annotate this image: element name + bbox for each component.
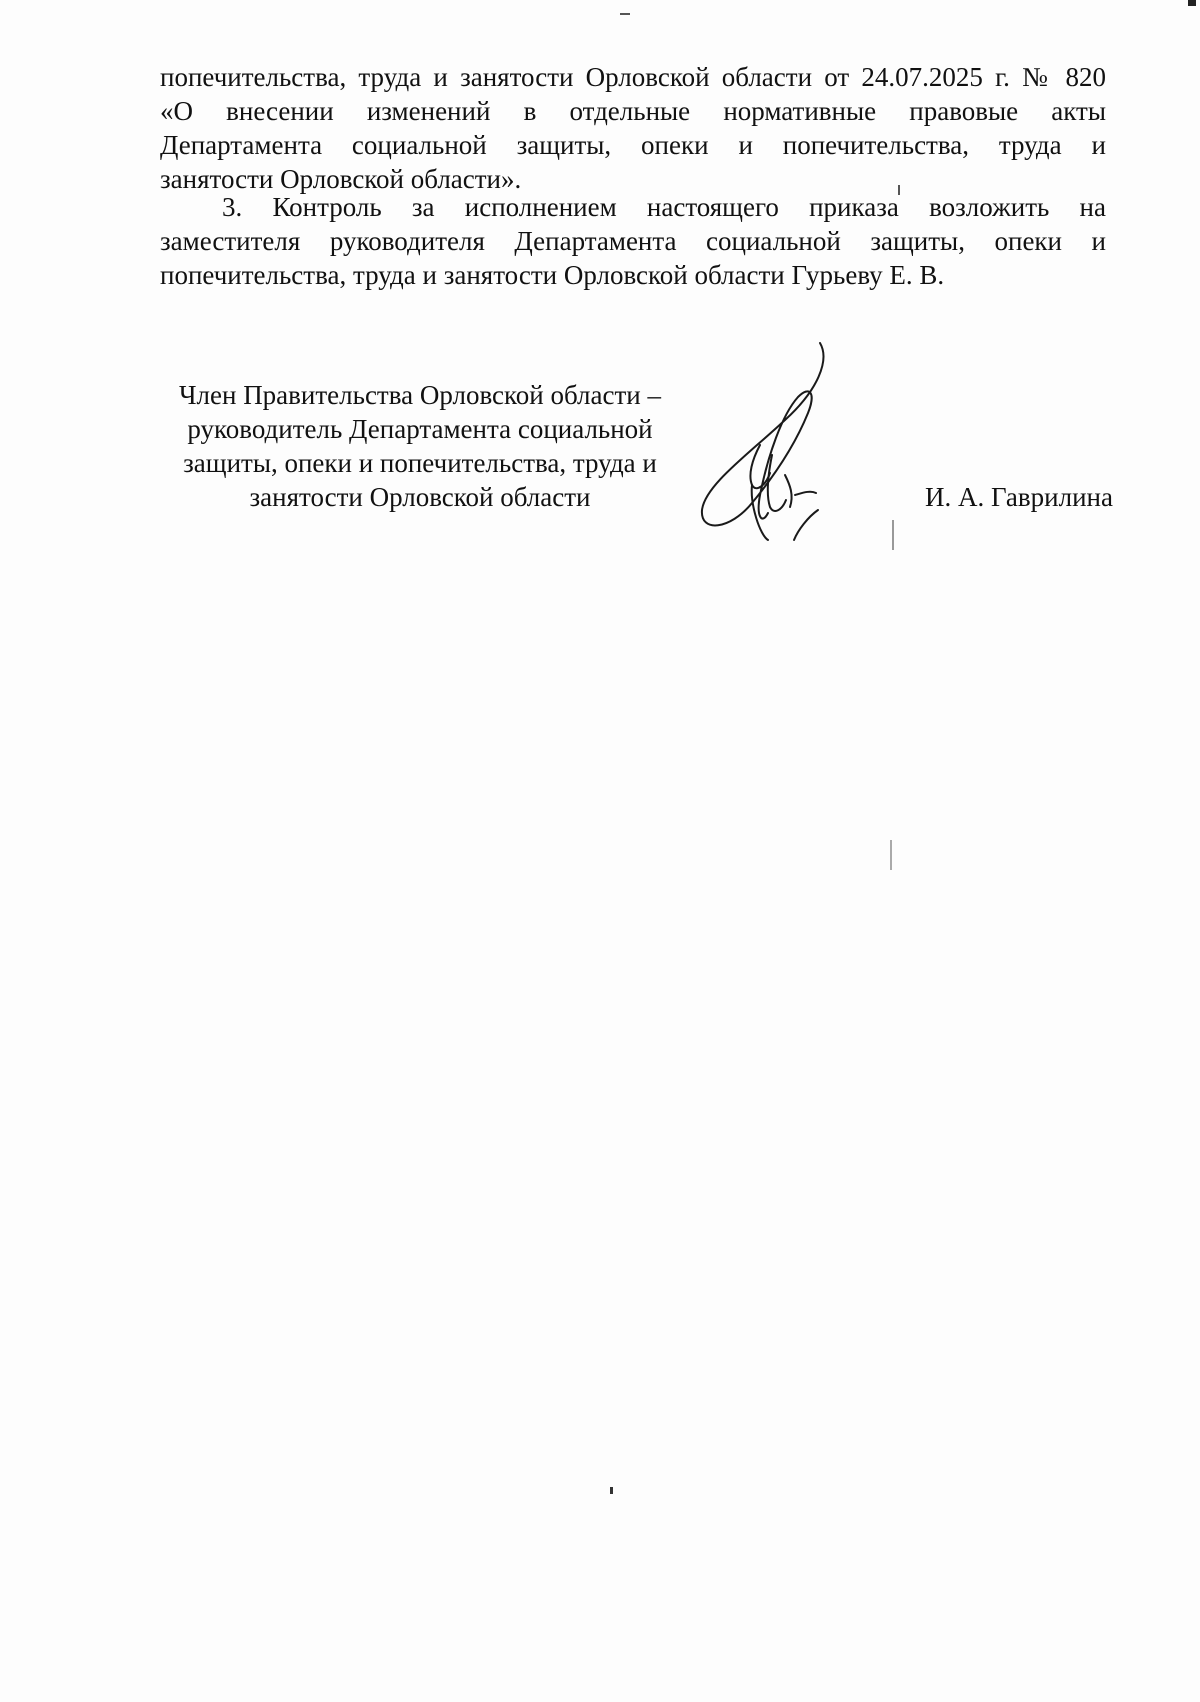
text-line: попечительства, труда и занятости Орловской области Гурьеву Е. В. <box>160 260 945 290</box>
text-line: заместителя руководителя Департамента социальной защиты, опеки и <box>160 226 1106 256</box>
signatory-title-line: защиты, опеки и попечительства, труда и <box>183 448 657 478</box>
scan-mark <box>1188 0 1196 6</box>
signatory-title-line: занятости Орловской области <box>249 482 591 512</box>
text-line: «О внесении изменений в отдельные нормативные правовые акты <box>160 96 1106 126</box>
text-line: 3. Контроль за исполнением настоящего приказа возложить на <box>222 192 1106 222</box>
scan-mark <box>610 1487 613 1494</box>
signatory-title-line: Член Правительства Орловской области – <box>178 380 661 410</box>
text-line: попечительства, труда и занятости Орловской области от 24.07.2025 г. № 820 <box>160 62 1106 92</box>
handwritten-signature <box>690 335 860 545</box>
scan-mark <box>892 520 894 550</box>
scan-mark <box>620 13 630 15</box>
scan-mark <box>890 840 892 870</box>
signatory-title <box>150 378 690 514</box>
signatory-title-line: руководитель Департамента социальной <box>187 414 653 444</box>
paragraph-item-3 <box>160 190 1106 292</box>
text-line: занятости Орловской области». <box>160 164 522 194</box>
signatory-name: И. А. Гаврилина <box>925 482 1113 512</box>
text-line: Департамента социальной защиты, опеки и попечительства, труда и <box>160 130 1106 160</box>
paragraph-continuation <box>160 60 1106 196</box>
